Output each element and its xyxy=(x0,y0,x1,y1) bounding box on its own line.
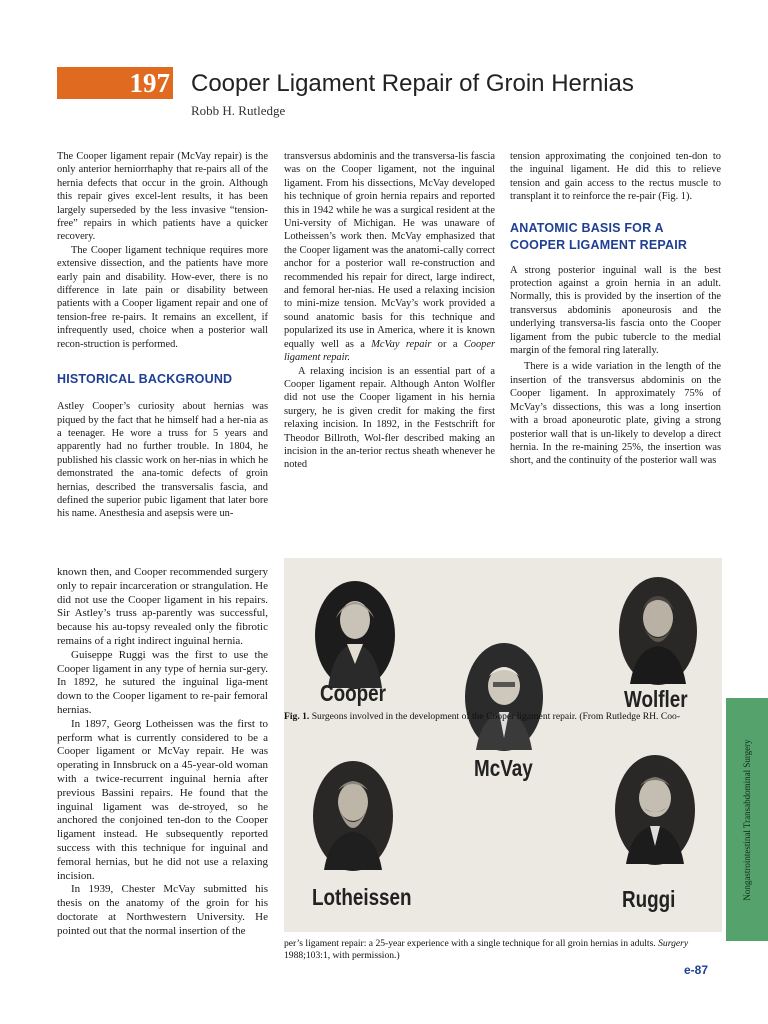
caption-text: 1988;103:1, with permission.) xyxy=(284,950,400,961)
paragraph: Guiseppe Ruggi was the first to use the Cooper ligament in any type of hernia sur-gery. In 1892, he sutured the inguinal liga-ment down to the Cooper ligament to re-pair femoral hernias. xyxy=(57,648,268,716)
chapter-title: Cooper Ligament Repair of Groin Hernias xyxy=(191,70,634,97)
portrait-lotheissen xyxy=(312,760,394,872)
column-3 xyxy=(510,150,721,468)
caption-text: per’s ligament repair: a 25-year experience with a single technique for all groin hernias in adults. xyxy=(284,938,659,949)
term-mcvay-repair: McVay repair xyxy=(371,338,432,350)
caption-text: Surgeons involved in the development of the Cooper ligament repair. (From Rutledge RH. Coo- xyxy=(309,711,681,722)
label-ruggi: Ruggi xyxy=(622,886,676,912)
paragraph: The Cooper ligament repair (McVay repair) is the only anterior herniorrhaphy that re-pairs all of the hernia defects that occur in the groin. Although this repair gives excel-lent results, it has been largely superseded by the less invasive “tension-free” repairs in which patients have a quicker recovery. xyxy=(57,151,268,243)
figure-surgeon-portraits xyxy=(284,558,722,932)
paragraph: A strong posterior inguinal wall is the best protection against a groin hernia in an adult. Normally, this is provided by the insertion of the transversus abdominis aponeurosis and the underlying transversa-lis fascia onto the Cooper ligament from the pubic tubercle to the medial margin of the femoral ring laterally. xyxy=(510,264,721,357)
author: Robb H. Rutledge xyxy=(191,103,286,118)
figure-caption-line-1 xyxy=(284,711,722,723)
paragraph: In 1897, Georg Lotheissen was the first to perform what is currently considered to be a Cooper ligament or McVay repair. He was operating in Innsbruck on a 45-year-old woman with a twice-recurrent inguinal hernia after previous Bassini repairs. He found that the inguinal ligament was de-stroyed, so he anchored the conjoined ten-don to the Cooper ligament instead. He subsequently reported success with this technique for inguinal and femoral hernias, but he did not use a relaxing incision. xyxy=(57,717,268,882)
caption-journal: Surgery xyxy=(658,938,689,949)
paragraph: Astley Cooper’s curiosity about hernias was piqued by the fact that he himself had a her-nia as a teenager. He wore a truss for 5 years and apparently had no further trouble. In 1804, he published his classic work on her-nias in which he demonstrated the ana-tomic defects of groin hernias, described the transversalis fascia, and defined the superior pubic ligament that later bore his name. Anesthesia and asepsis were un- xyxy=(57,401,268,520)
column-1-lower xyxy=(57,566,268,939)
section-heading-historical: HISTORICAL BACKGROUND xyxy=(57,372,233,387)
figure-label: Fig. 1. xyxy=(284,711,310,722)
paragraph: known then, and Cooper recommended surgery only to repair incarceration or strangulation. He did not use the Cooper ligament in his repairs. Sir Astley’s truss ap-parently was successful, because his au-topsy revealed only the fibrotic remains of a right indirect inguinal hernia. xyxy=(57,566,268,647)
text-run: or a xyxy=(431,338,464,350)
portrait-ruggi xyxy=(614,754,696,866)
label-cooper: Cooper xyxy=(320,680,387,706)
page-number: e-87 xyxy=(684,963,709,977)
paragraph: A relaxing incision is an essential part of a Cooper ligament repair. Although Anton Wolfler did not use the Cooper ligament in his hernia surgery, he is given credit for making the first relaxing incision. In 1892, in the Festschrift for Theodor Billroth, Wol-fler described making an incision in the an-terior rectus sheath whenever he noted xyxy=(284,365,495,471)
label-lotheissen: Lotheissen xyxy=(312,884,412,910)
figure-caption-line-2 xyxy=(284,938,722,962)
section-heading-anatomic: ANATOMIC BASIS FOR A COOPER LIGAMENT REPAIR xyxy=(510,220,688,252)
text-run: transversus abdominis and the transversa-lis fascia was on the Cooper ligament, not the inguinal ligament. From his dissections, McVay developed his technique of groin hernia repairs and reported this in 1942 while he was a surgical resident at the Uni-versity of Michigan. He was unaware of Lotheissen’s work then. McVay emphasized that the Cooper ligament was the anatomi-cally correct anchor for a posterior wall re-construction and recommended his repair for direct, large indirect, and femoral her-nias. He used a relaxing incision to mini-mize tension. McVay’s work provided a sound anatomic basis for this technique and popularized its use in America, where it is known equally well as a xyxy=(284,151,495,350)
section-side-tab-label: Nongastrointestinal Transabdominal Surgery xyxy=(742,739,752,901)
paragraph: In 1939, Chester McVay submitted his thesis on the anatomy of the groin for his doctorate at Northwestern University. He pointed out that the normal insertion of the xyxy=(57,883,268,937)
portrait-wolfler xyxy=(618,576,698,686)
paragraph: tension approximating the conjoined ten-don to the inguinal ligament. He did this to relieve tension and gain access to the rectus muscle to transplant it to reinforce the re-pair (Fig. 1). xyxy=(510,151,721,203)
column-2 xyxy=(284,150,495,472)
label-wolfler: Wolfler xyxy=(624,686,688,712)
chapter-number: 197 xyxy=(57,67,173,99)
portrait-mcvay xyxy=(464,642,544,752)
column-1 xyxy=(57,150,268,521)
term-cooper-ligament-repair: Cooper ligament repair. xyxy=(284,338,495,364)
label-mcvay: McVay xyxy=(474,755,533,781)
paragraph: There is a wide variation in the length of the insertion of the transversus abdominis on the Cooper ligament. In approximately 75% of McVay’s dissections, this was a long insertion with a broad aponeurotic plate, giving a strong posterior wall that is un-likely to develop a direct hernia. In the re-maining 25%, the insertion was short, and the continuity of the posterior wall was xyxy=(510,361,721,467)
portrait-cooper xyxy=(314,580,396,690)
paragraph: The Cooper ligament technique requires more extensive dissection, and the patients have more early pain and disability. How-ever, there is no difference in late pain or disability between patients with a Cooper ligament repair and one of tension-free re-pairs. It remains an excellent, if infrequently used, choice when a posterior wall recon-struction is performed. xyxy=(57,244,268,350)
paragraph xyxy=(284,150,495,365)
